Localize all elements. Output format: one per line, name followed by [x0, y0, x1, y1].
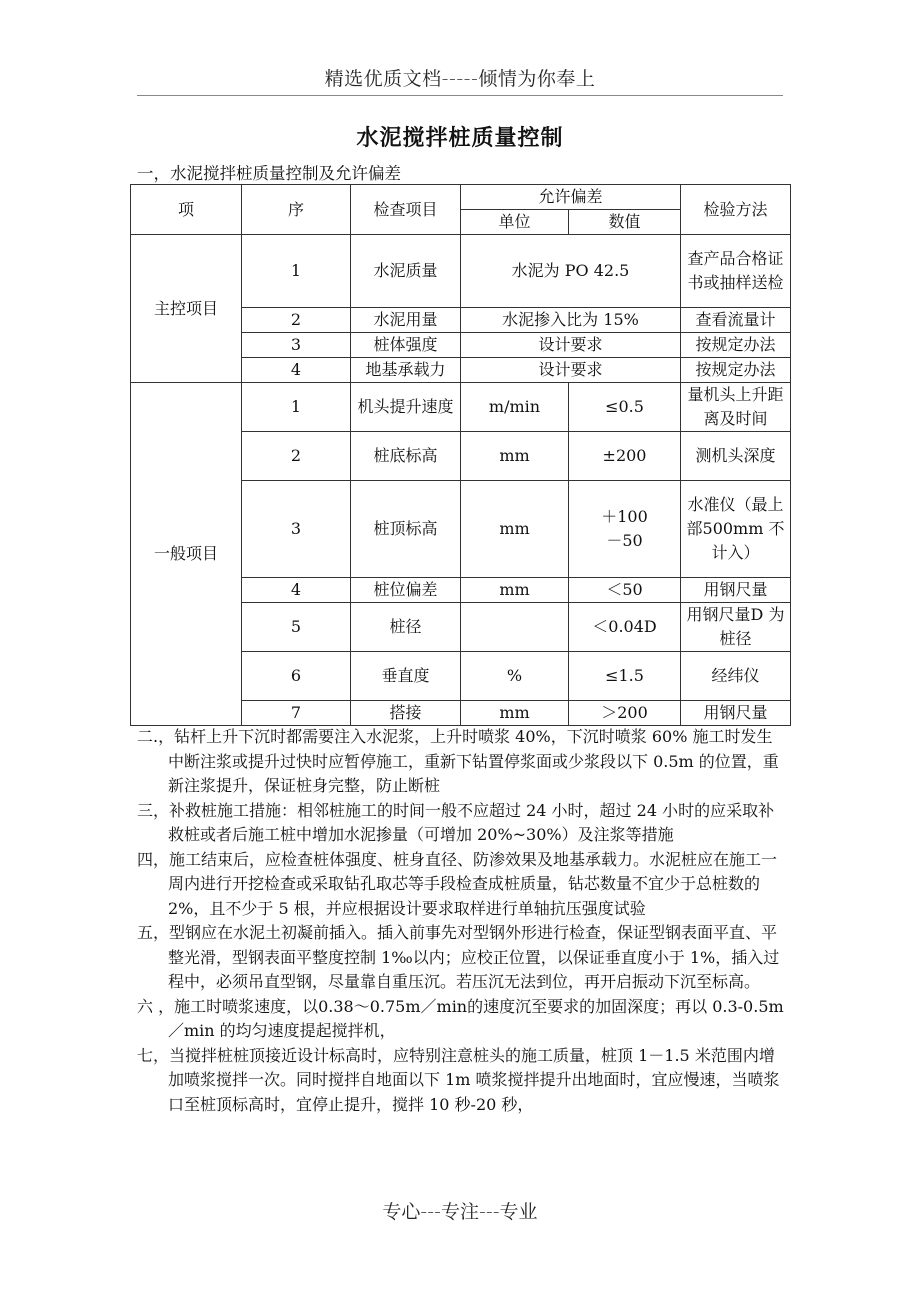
value-line-1: ＋100	[601, 507, 648, 526]
cell-tolerance: 设计要求	[461, 358, 681, 383]
section-heading-1: 一，水泥搅拌桩质量控制及允许偏差	[137, 164, 401, 183]
cell-unit: mm	[461, 578, 569, 603]
body-paragraphs	[137, 725, 785, 1117]
page-header: 精选优质文档-----倾情为你奉上	[324, 68, 596, 90]
cell-value: ＜0.04D	[569, 603, 681, 652]
paragraph-text: 施工时喷浆速度，以0.38～0.75m／min的速度沉至要求的加固深度；再以 0.3-0.5m／min 的均匀速度提起搅拌机，	[168, 996, 784, 1040]
cell-value: ＞200	[569, 701, 681, 726]
cell-method: 用钢尺量	[681, 701, 791, 726]
cell-check-item: 桩位偏差	[351, 578, 461, 603]
cell-check-item: 搭接	[351, 701, 461, 726]
cell-check-item: 水泥用量	[351, 308, 461, 333]
cell-tolerance: 水泥为 PO 42.5	[461, 235, 681, 308]
cell-check-item: 水泥质量	[351, 235, 461, 308]
paragraph-marker: 四，	[137, 849, 170, 869]
header-check-item: 检查项目	[351, 185, 461, 235]
cell-seq: 1	[242, 235, 351, 308]
header-item: 项	[131, 185, 242, 235]
cell-unit: mm	[461, 481, 569, 578]
cell-seq: 4	[242, 578, 351, 603]
cell-tolerance: 设计要求	[461, 333, 681, 358]
paragraph-text: 钻杆上升下沉时都需要注入水泥浆，上升时喷浆 40%，下沉时喷浆 60% 施工时发生中断注浆或提升过快时应暂停施工，重新下钻置停浆面或少浆段以下 0.5m 的位置，重新注浆提升，保证桩身完整，防止断桩	[168, 727, 779, 795]
cell-seq: 4	[242, 358, 351, 383]
cell-method: 用钢尺量D 为桩径	[681, 603, 791, 652]
cell-method: 测机头深度	[681, 432, 791, 481]
cell-value: ≤0.5	[569, 383, 681, 432]
cell-seq: 3	[242, 333, 351, 358]
cell-check-item: 地基承载力	[351, 358, 461, 383]
group-label-general: 一般项目	[131, 383, 242, 726]
header-unit: 单位	[461, 210, 569, 235]
table-row	[131, 235, 791, 308]
value-line-2: －50	[606, 531, 643, 550]
page-footer: 专心---专注---专业	[382, 1201, 538, 1223]
cell-seq: 5	[242, 603, 351, 652]
cell-check-item: 桩顶标高	[351, 481, 461, 578]
cell-unit: m/min	[461, 383, 569, 432]
paragraph-marker: 七，	[137, 1045, 170, 1065]
cell-seq: 7	[242, 701, 351, 726]
cell-check-item: 垂直度	[351, 652, 461, 701]
header-seq: 序	[242, 185, 351, 235]
cell-value: ＜50	[569, 578, 681, 603]
cell-value: ≤1.5	[569, 652, 681, 701]
paragraph-text: 当搅拌桩桩顶接近设计标高时，应特别注意桩头的施工质量，桩顶 1－1.5 米范围内增加喷浆搅拌一次。同时搅拌自地面以下 1m 喷浆搅拌提升出地面时，宜应慢速，当喷浆口至桩顶标高时，宜停止提升，搅拌 10 秒-20 秒，	[168, 1045, 780, 1114]
paragraph-marker: 三，	[137, 800, 170, 820]
paragraph-text: 施工结束后，应检查桩体强度、桩身直径、防渗效果及地基承载力。水泥桩应在施工一周内进行开挖检查或采取钻孔取芯等手段检查成桩质量，钻芯数量不宜少于总桩数的 2%，且不少于 5 根，并应根据设计要求取样进行单轴抗压强度试验	[168, 849, 778, 918]
cell-method: 查产品合格证书或抽样送检	[681, 235, 791, 308]
cell-unit: mm	[461, 432, 569, 481]
group-label-main: 主控项目	[131, 235, 242, 383]
paragraph-marker: 五，	[137, 923, 170, 942]
cell-seq: 1	[242, 383, 351, 432]
header-rule	[137, 95, 783, 96]
cell-unit	[461, 603, 569, 652]
table-row	[131, 383, 791, 432]
cell-unit: %	[461, 652, 569, 701]
header-method: 检验方法	[681, 185, 791, 235]
paragraph-text: 型钢应在水泥土初凝前插入。插入前事先对型钢外形进行检查，保证型钢表面平直、平整光滑，型钢表面平整度控制 1‰以内；应校正位置，以保证垂直度小于 1%，插入过程中，必须吊直型钢，尽量靠自重压沉。若压沉无法到位，再开启振动下沉至标高。	[168, 923, 780, 991]
paragraph-marker: 六 ，	[137, 996, 175, 1016]
cell-method: 经纬仪	[681, 652, 791, 701]
cell-check-item: 机头提升速度	[351, 383, 461, 432]
cell-method: 水准仪（最上部500mm 不计入）	[681, 481, 791, 578]
cell-seq: 2	[242, 432, 351, 481]
cell-tolerance: 水泥掺入比为 15%	[461, 308, 681, 333]
cell-seq: 6	[242, 652, 351, 701]
cell-method: 按规定办法	[681, 333, 791, 358]
paragraph-5	[137, 921, 785, 995]
cell-value	[569, 481, 681, 578]
cell-method: 按规定办法	[681, 358, 791, 383]
cell-unit: mm	[461, 701, 569, 726]
cell-method: 查看流量计	[681, 308, 791, 333]
cell-method: 用钢尺量	[681, 578, 791, 603]
quality-control-table	[130, 184, 791, 726]
paragraph-6	[137, 995, 785, 1044]
paragraph-text: 补救桩施工措施：相邻桩施工的时间一般不应超过 24 小时，超过 24 小时的应采取补救桩或者后施工桩中增加水泥掺量（可增加 20%~30%）及注浆等措施	[168, 800, 775, 844]
cell-seq: 3	[242, 481, 351, 578]
paragraph-3	[137, 799, 785, 848]
paragraph-7	[137, 1044, 785, 1118]
cell-method: 量机头上升距离及时间	[681, 383, 791, 432]
cell-check-item: 桩底标高	[351, 432, 461, 481]
cell-check-item: 桩径	[351, 603, 461, 652]
header-tolerance: 允许偏差	[461, 185, 681, 210]
paragraph-marker: 二.，	[137, 727, 175, 746]
cell-check-item: 桩体强度	[351, 333, 461, 358]
paragraph-4	[137, 848, 785, 922]
cell-seq: 2	[242, 308, 351, 333]
header-value: 数值	[569, 210, 681, 235]
cell-value: ±200	[569, 432, 681, 481]
document-title: 水泥搅拌桩质量控制	[356, 126, 564, 151]
paragraph-2	[137, 725, 785, 799]
